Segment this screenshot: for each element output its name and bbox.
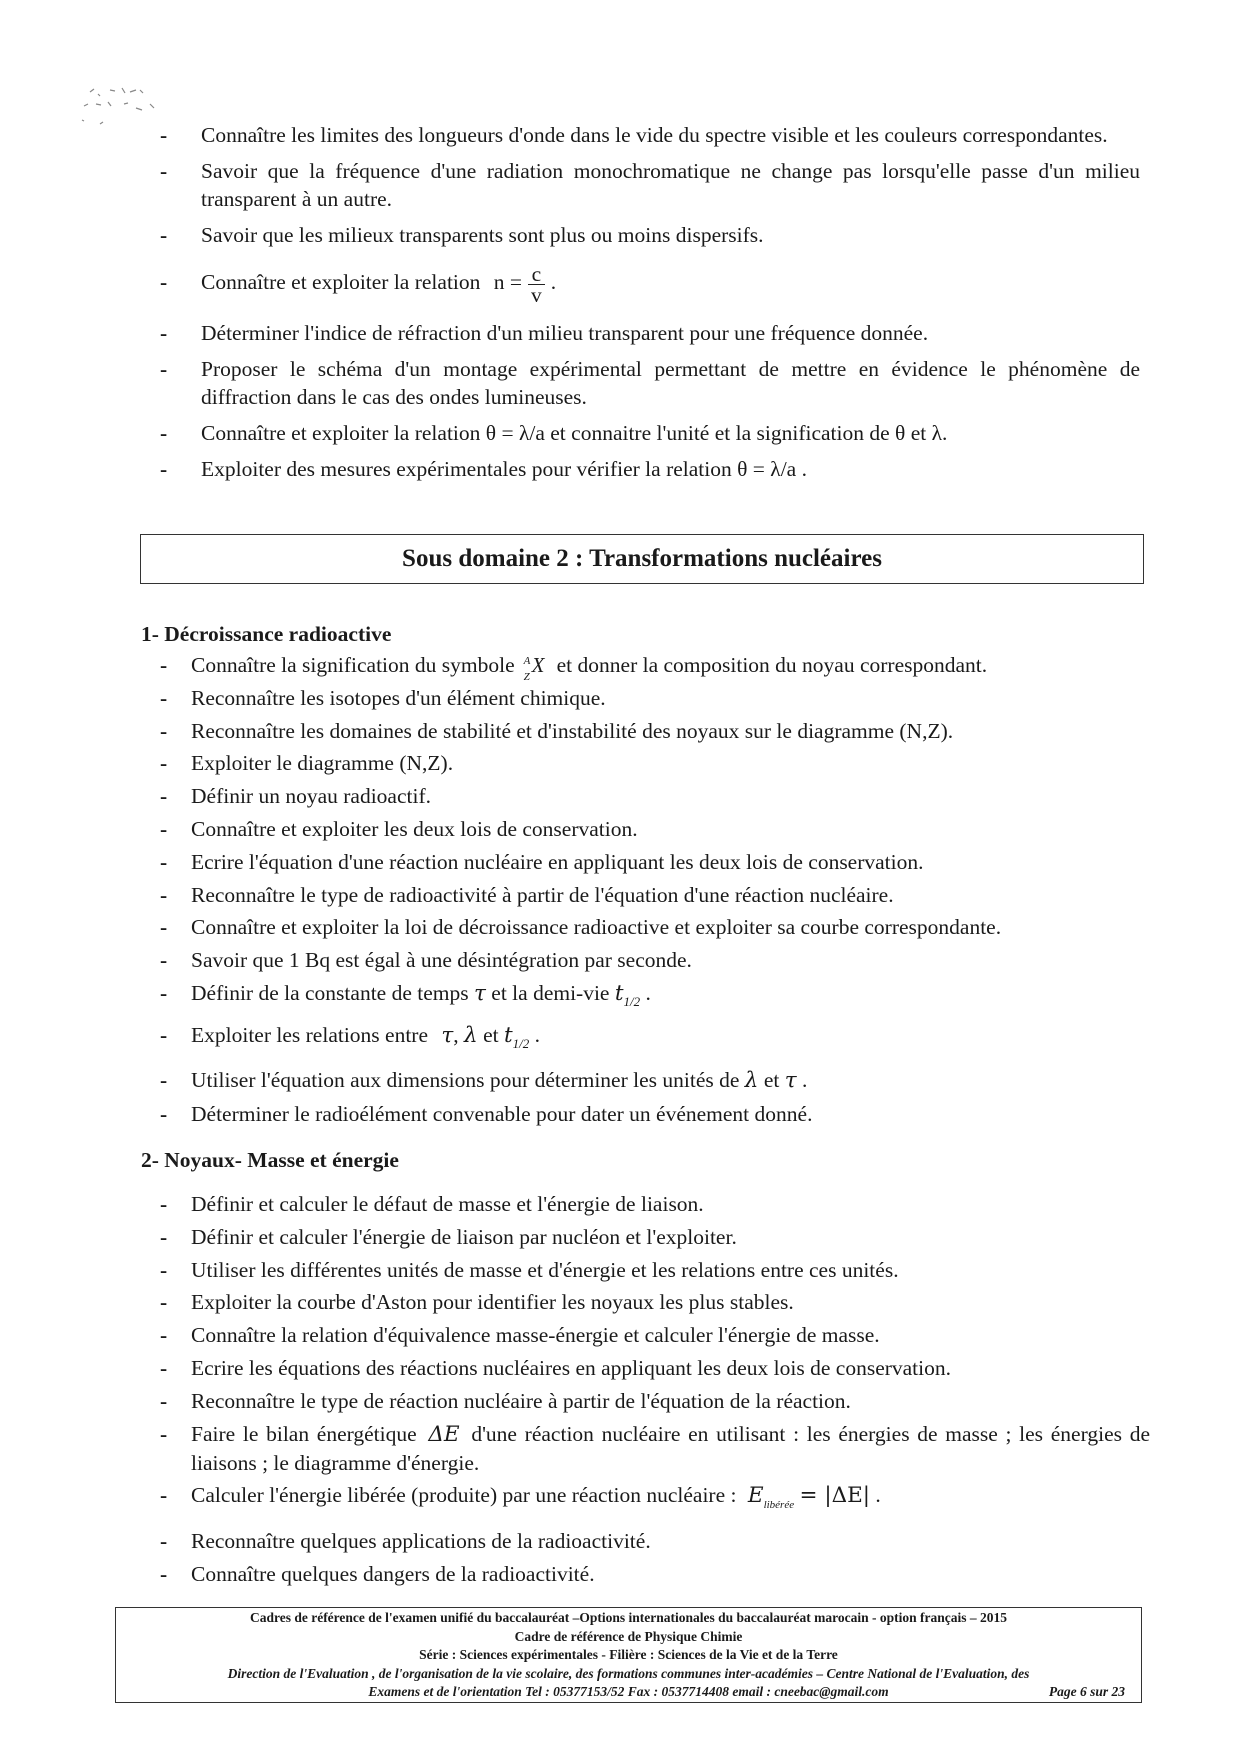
lambda-symbol: λ: [744, 1067, 759, 1093]
list-item: [160, 1288, 1150, 1316]
tau-symbol: τ: [474, 980, 486, 1006]
bullet-dash: -: [160, 751, 168, 776]
item-text: et: [763, 1067, 780, 1092]
list-item: [160, 1256, 1150, 1284]
item-text: Reconnaître les isotopes d'un élément chimique.: [191, 685, 606, 710]
item-text: Faire le bilan énergétique: [191, 1421, 417, 1446]
bullet-dash: -: [160, 1101, 168, 1126]
footer-line: Cadre de référence de Physique Chimie: [514, 1628, 743, 1644]
list-item-symbol: [160, 651, 1150, 683]
bullet-dash: -: [160, 1192, 168, 1216]
item-text: Connaître la signification du symbole: [191, 653, 515, 677]
page-number: Page 6 sur 23: [1048, 1684, 1125, 1699]
bullet-dash: -: [160, 915, 168, 940]
item-text: Définir et calculer l'énergie de liaison par nucléon et l'exploiter.: [191, 1224, 737, 1249]
mass-energy-list: [160, 1190, 1150, 1593]
list-item-energy-balance: [160, 1420, 1150, 1477]
denominator: v: [531, 282, 542, 307]
item-text: Connaître et exploiter la loi de décroissance radioactive et exploiter sa courbe correspondante.: [191, 915, 1002, 940]
bullet-dash: -: [160, 457, 168, 481]
item-text: et la demi-vie: [491, 980, 610, 1005]
nuclide-symbol: [521, 651, 547, 683]
item-text: Savoir que la fréquence d'une radiation monochromatique ne change pas lorsqu'elle passe d'un milieu transparent à un autre.: [201, 159, 1140, 211]
list-item: [160, 717, 1150, 745]
item-text: Utiliser l'équation aux dimensions pour déterminer les unités de: [191, 1067, 740, 1092]
list-item-relations: [160, 1021, 1150, 1058]
list-item-tau: [160, 979, 1150, 1016]
item-text: Déterminer l'indice de réfraction d'un milieu transparent pour une fréquence donnée.: [201, 321, 929, 345]
list-item: [160, 355, 1140, 411]
bullet-dash: -: [160, 1529, 168, 1554]
atomic-number: Z: [523, 671, 530, 683]
item-text: Reconnaître le type de radioactivité à partir de l'équation d'une réaction nucléaire.: [191, 882, 894, 907]
footer-line: Direction de l'Evaluation , de l'organisation de la vie scolaire, des formations communes inter-académies – Centre National de l'Evaluation, des: [227, 1665, 1030, 1681]
bullet-dash: -: [160, 948, 168, 973]
item-suffix: .: [534, 1022, 540, 1047]
numerator: c: [528, 264, 545, 285]
lambda-symbol: λ: [464, 1022, 478, 1048]
bullet-dash: -: [160, 849, 168, 874]
bullet-dash: -: [160, 123, 168, 147]
bullet-dash: -: [160, 1562, 168, 1587]
item-suffix: .: [550, 270, 557, 294]
heading-radioactive-decay: 1- Décroissance radioactive: [141, 622, 392, 646]
bullet-dash: -: [160, 718, 168, 743]
bullet-dash: -: [160, 685, 168, 710]
bullet-dash: -: [160, 159, 168, 183]
list-item: [160, 157, 1140, 213]
list-item: [160, 319, 1140, 347]
list-item: [160, 946, 1150, 974]
bullet-dash: -: [160, 1290, 168, 1315]
item-text: d'une réaction nucléaire en utilisant : les énergies de masse ; les énergies de liaisons ; le diagramme d'énergie.: [191, 1421, 1150, 1475]
heading-mass-energy: 2- Noyaux- Masse et énergie: [141, 1148, 399, 1172]
list-item: [160, 848, 1150, 876]
list-item: [160, 684, 1150, 712]
t-symbol: t: [614, 980, 624, 1006]
liberee-subscript: libérée: [763, 1499, 795, 1512]
bullet-dash: -: [160, 270, 168, 294]
section-title-box: [140, 534, 1144, 584]
mass-number: A: [523, 655, 531, 667]
list-item: [160, 1223, 1150, 1251]
formula-lhs: n =: [493, 270, 523, 294]
half-subscript: 1/2: [623, 993, 641, 1009]
tau-symbol: τ: [784, 1067, 797, 1093]
list-item: [160, 1190, 1150, 1218]
list-item-dimensions: [160, 1066, 1150, 1095]
item-text: Déterminer le radioélément convenable pour dater un événement donné.: [191, 1101, 813, 1126]
bullet-dash: -: [160, 653, 168, 677]
bullet-dash: -: [160, 421, 168, 445]
abs-delta-e: = |ΔE|: [799, 1483, 871, 1509]
bullet-dash: -: [160, 1224, 168, 1249]
item-text: et: [483, 1022, 499, 1047]
item-text: Ecrire les équations des réactions nucléaires en appliquant les deux lois de conservation.: [191, 1355, 952, 1380]
item-text: Savoir que les milieux transparents sont plus ou moins dispersifs.: [201, 223, 764, 247]
element-letter: X: [531, 653, 545, 677]
list-item-formula: [160, 253, 1140, 311]
item-text: Utiliser les différentes unités de masse et d'énergie et les relations entre ces unités.: [191, 1257, 899, 1282]
footer-box: [115, 1607, 1142, 1703]
list-item: [160, 1560, 1150, 1588]
bullet-dash: -: [160, 1421, 168, 1446]
item-text: Exploiter le diagramme (N,Z).: [191, 751, 454, 776]
item-text: Reconnaître quelques applications de la radioactivité.: [191, 1529, 651, 1554]
bullet-dash: -: [160, 980, 168, 1005]
item-text: Exploiter la courbe d'Aston pour identifier les noyaux les plus stables.: [191, 1290, 794, 1315]
footer-line: Examens et de l'orientation Tel : 05377153/52 Fax : 0537714408 email : cneebac@gmail.com: [368, 1684, 889, 1699]
half-subscript: 1/2: [512, 1035, 530, 1051]
list-item: [160, 815, 1150, 843]
item-text: Définir un noyau radioactif.: [191, 784, 431, 809]
bullet-dash: -: [160, 882, 168, 907]
optics-objectives-list: [160, 121, 1140, 483]
bullet-dash: -: [160, 1323, 168, 1348]
item-text: Reconnaître les domaines de stabilité et d'instabilité des noyaux sur le diagramme (N,Z).: [191, 718, 954, 743]
bullet-dash: -: [160, 1022, 168, 1047]
list-item: [160, 913, 1150, 941]
list-item: [160, 881, 1150, 909]
list-item-released-energy: [160, 1481, 1150, 1519]
item-text: Définir de la constante de temps: [191, 980, 469, 1005]
section-title: Sous domaine 2 : Transformations nucléaires: [402, 545, 882, 572]
tau-symbol: τ: [441, 1022, 454, 1048]
item-text: Connaître et exploiter la relation: [201, 270, 481, 294]
footer-last-line: [116, 1683, 1141, 1702]
fraction-c-over-v: [528, 261, 545, 307]
item-text: Définir et calculer le défaut de masse et l'énergie de liaison.: [191, 1192, 704, 1216]
bullet-dash: -: [160, 1355, 168, 1380]
delta-e-symbol: ΔE: [428, 1421, 460, 1447]
comma: ,: [453, 1022, 459, 1047]
list-item: [160, 221, 1140, 249]
list-item: [160, 749, 1150, 777]
footer-line: Série : Sciences expérimentales - Filière : Sciences de la Vie et de la Terre: [419, 1647, 838, 1662]
item-text: Exploiter des mesures expérimentales pour vérifier la relation θ = λ/a .: [201, 457, 807, 481]
item-text: Connaître les limites des longueurs d'onde dans le vide du spectre visible et les couleurs correspondantes.: [201, 123, 1108, 147]
item-text: Savoir que 1 Bq est égal à une désintégration par seconde.: [191, 948, 692, 973]
item-text: Proposer le schéma d'un montage expérimental permettant de mettre en évidence le phénomène de diffraction dans le cas des ondes lumineuses.: [201, 357, 1140, 409]
item-text: et donner la composition du noyau correspondant.: [556, 653, 988, 677]
bullet-dash: -: [160, 1388, 168, 1413]
item-suffix: .: [645, 980, 651, 1005]
bullet-dash: -: [160, 357, 168, 381]
item-text: Connaître et exploiter les deux lois de conservation.: [191, 816, 638, 841]
list-item: [160, 419, 1140, 447]
bullet-dash: -: [160, 784, 168, 809]
item-text: Connaître la relation d'équivalence masse-énergie et calculer l'énergie de masse.: [191, 1323, 880, 1348]
footer-line: Cadres de référence de l'examen unifié du baccalauréat –Options internationales du baccalauréat marocain - option français – 2015: [249, 1610, 1008, 1625]
bullet-dash: -: [160, 321, 168, 345]
item-text: Ecrire l'équation d'une réaction nucléaire en appliquant les deux lois de conservation.: [191, 849, 924, 874]
list-item: [160, 1321, 1150, 1349]
list-item: [160, 121, 1140, 149]
item-text: Connaître et exploiter la relation θ = λ/a et connaitre l'unité et la signification de θ et λ.: [201, 421, 948, 445]
list-item: [160, 455, 1140, 483]
bullet-dash: -: [160, 223, 168, 247]
bullet-dash: -: [160, 1257, 168, 1282]
t-symbol: t: [503, 1022, 513, 1048]
list-item: [160, 1387, 1150, 1415]
bullet-dash: -: [160, 816, 168, 841]
radioactive-decay-list: [160, 651, 1150, 1132]
list-item: [160, 1527, 1150, 1555]
item-text: Reconnaître le type de réaction nucléaire à partir de l'équation de la réaction.: [191, 1388, 851, 1413]
list-item: [160, 1100, 1150, 1128]
item-text: Calculer l'énergie libérée (produite) par une réaction nucléaire :: [191, 1483, 737, 1508]
bullet-dash: -: [160, 1483, 168, 1508]
e-symbol: E: [747, 1483, 764, 1509]
list-item: [160, 782, 1150, 810]
item-text: Connaître quelques dangers de la radioactivité.: [191, 1562, 595, 1587]
item-text: Exploiter les relations entre: [191, 1022, 429, 1047]
item-suffix: .: [802, 1067, 808, 1092]
list-item: [160, 1354, 1150, 1382]
item-suffix: .: [875, 1483, 881, 1508]
bullet-dash: -: [160, 1067, 168, 1092]
